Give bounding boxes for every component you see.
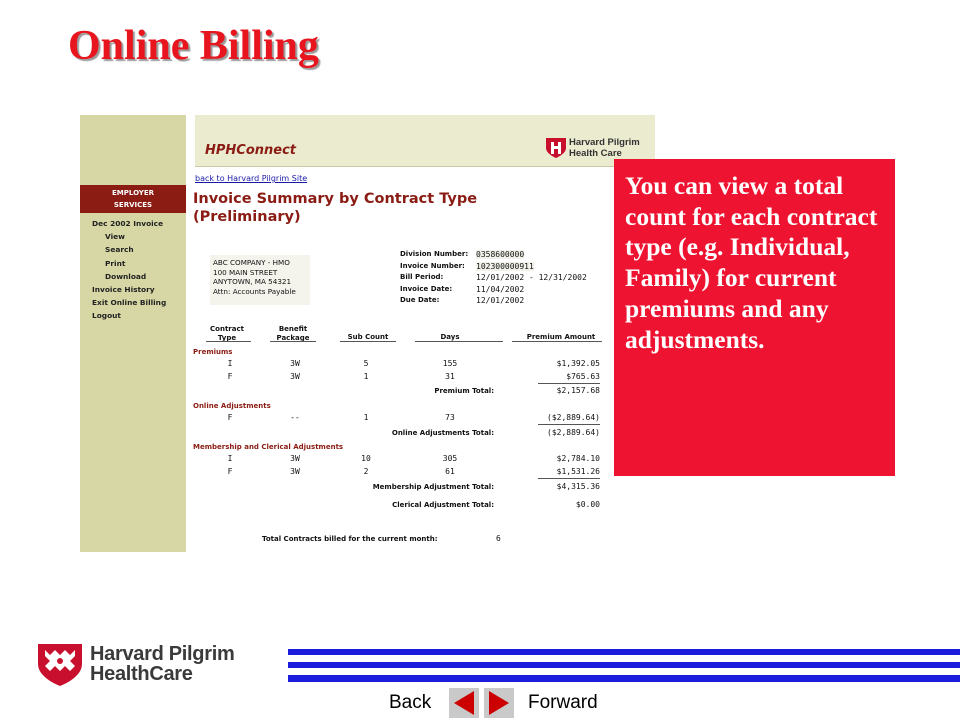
col-header-benefit-package: Benefit Package (276, 325, 310, 342)
clerical-total-value: $0.00 (575, 500, 600, 509)
col-header-premium-amount: Premium Amount (526, 333, 596, 341)
invoice-screenshot: EMPLOYER SERVICES Dec 2002 Invoice View Search Print Download Invoice History Exit Online Billing Logout HPHConnect Harvard Pilgrim Health Care back to Harvard Pilgrim Site Invoice Summary by Contract Type (Preliminary) ABC COMPANY - HMO 100 MAIN STREET ANYTOWN, MA 54321 Attn: Accounts Payable Division Number: 0358600000 Invoice Number: 102300000911 Bill Period: 12/01/2002 - 12/31/2002 Invoice Date: 11/04/2002 Due Date: 12/01/2002 Contract Type Benefit Package Sub Count Days Premium Amount Premiums I 3W 5 155 $1,392.05 F 3W 1 31 $765.63 Premium Total: $2,157.68 Online Adjustments F -- 1 73 ($2,889.64) Online Adjustments Total: ($2,889.64) Membership and Clerical Adjustments I 3W 10 305 $2,784.10 F 3W 2 61 $1,531.26 Membership Adjustment Total: $4,315.36 Clerical Adjustment Total: $0.00 Total Contracts billed for the current month: 6 (80, 115, 655, 552)
sidebar-item-exit-online-billing[interactable]: Exit Online Billing (92, 298, 167, 308)
section-membership-clerical: Membership and Clerical Adjustments (193, 443, 344, 451)
sidebar-item-download[interactable]: Download (105, 271, 147, 281)
arrow-left-icon (449, 688, 479, 718)
online-adjustments-total-label: Online Adjustments Total: (391, 429, 494, 437)
back-label[interactable]: Back (389, 692, 432, 713)
arrow-right-icon (484, 688, 514, 718)
app-header (195, 115, 655, 167)
forward-button[interactable] (484, 688, 514, 718)
col-header-days: Days (440, 333, 460, 341)
callout-box (614, 159, 895, 476)
membership-total-label: Membership Adjustment Total: (372, 483, 494, 491)
harvard-pilgrim-shield-icon (36, 642, 84, 688)
invoice-title: Invoice Summary by Contract Type (Preliminary) (193, 191, 478, 225)
col-header-contract-type: Contract Type (210, 325, 244, 342)
slide-title: Online Billing (68, 23, 319, 69)
footer-logo (36, 642, 266, 688)
membership-total-value: $4,315.36 (556, 482, 600, 491)
callout-text: You can view a total count for each contract type (e.g. Individual, Family) for current premiums and any adjustments. (625, 171, 878, 354)
col-header-sub-count: Sub Count (347, 333, 389, 341)
header-logo-line1: Harvard Pilgrim (569, 137, 640, 148)
online-adjustments-total-value: ($2,889.64) (547, 428, 600, 437)
footer-logo-line2: HealthCare (90, 663, 193, 685)
grand-total-label: Total Contracts billed for the current month: (262, 535, 438, 543)
harvard-pilgrim-shield-icon (545, 137, 567, 159)
back-button[interactable] (449, 688, 479, 718)
sidebar-item-search[interactable]: Search (105, 245, 134, 255)
sidebar-item-logout[interactable]: Logout (92, 311, 121, 321)
sidebar-header: EMPLOYER SERVICES (80, 185, 186, 213)
back-to-site-link[interactable]: back to Harvard Pilgrim Site (195, 174, 308, 183)
premium-total-label: Premium Total: (434, 387, 494, 395)
clerical-total-label: Clerical Adjustment Total: (392, 501, 494, 509)
app-name: HPHConnect (205, 143, 297, 158)
sidebar-item-view[interactable]: View (105, 232, 125, 242)
grand-total-value: 6 (496, 534, 501, 543)
header-logo-line2: Health Care (569, 148, 622, 159)
section-premiums: Premiums (193, 348, 233, 356)
sidebar-item-dec-2002-invoice[interactable]: Dec 2002 Invoice (92, 219, 164, 228)
section-online-adjustments: Online Adjustments (193, 402, 271, 410)
sidebar (80, 115, 186, 552)
premium-total-value: $2,157.68 (556, 386, 600, 395)
sidebar-item-print[interactable]: Print (105, 258, 126, 268)
footer-logo-line1: Harvard Pilgrim (90, 643, 235, 665)
billing-address: ABC COMPANY - HMO 100 MAIN STREET ANYTOWN, MA 54321 Attn: Accounts Payable (210, 255, 310, 305)
forward-label[interactable]: Forward (528, 692, 598, 713)
sidebar-menu (92, 219, 166, 325)
sidebar-item-invoice-history[interactable]: Invoice History (92, 284, 155, 294)
